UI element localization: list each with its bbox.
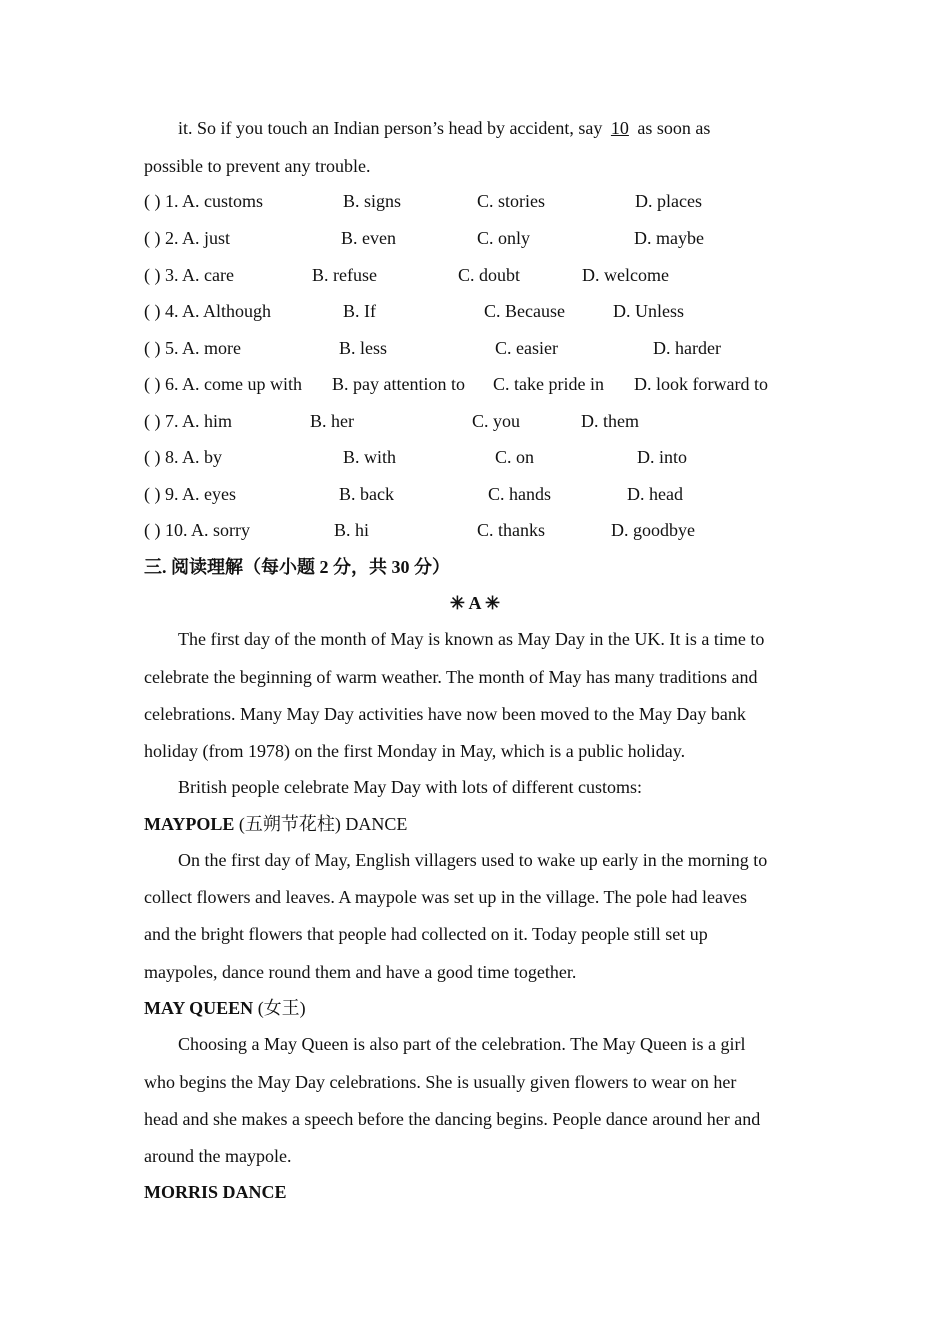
paragraph-4-line-2: who begins the May Day celebrations. She is usually given flowers to wear on her — [144, 1072, 737, 1092]
question-4-stem: ( ) 4. A. Although — [144, 301, 272, 321]
question-8-stem: ( ) 8. A. by — [144, 447, 222, 467]
paragraph-4-line-4: around the maypole. — [144, 1146, 292, 1166]
question-3-option-b: B. refuse — [312, 265, 377, 285]
question-5-option-d: D. harder — [653, 338, 721, 358]
question-7-option-d: D. them — [581, 411, 639, 431]
morris-dance-heading: MORRIS DANCE — [144, 1182, 287, 1202]
question-10-option-d: D. goodbye — [611, 520, 695, 540]
question-1-option-c: C. stories — [477, 191, 546, 211]
question-9-option-d: D. head — [627, 484, 683, 504]
question-1-option-b: B. signs — [343, 191, 402, 211]
question-7-option-c: C. you — [472, 411, 521, 431]
question-1-stem: ( ) 1. A. customs — [144, 191, 263, 211]
maypole-heading-rest: (五朔节花柱) DANCE — [234, 814, 408, 834]
question-5-option-c: C. easier — [495, 338, 558, 358]
paragraph-4-line-1: Choosing a May Queen is also part of the celebration. The May Queen is a girl — [178, 1034, 746, 1054]
question-10-option-b: B. hi — [334, 520, 370, 540]
question-7-option-b: B. her — [310, 411, 354, 431]
may-queen-heading-rest: (女王) — [253, 998, 306, 1018]
may-queen-heading-bold: MAY QUEEN — [144, 998, 254, 1018]
paragraph-4-line-3: head and she makes a speech before the dancing begins. People dance around her and — [144, 1109, 761, 1129]
question-8-option-c: C. on — [495, 447, 535, 467]
section-title: 三. 阅读理解（每小题 2 分，共 30 分） — [144, 557, 450, 577]
intro-line-1-post: as soon as — [632, 118, 711, 138]
paragraph-1-line-3: celebrations. Many May Day activities have now been moved to the May Day bank — [144, 704, 746, 724]
question-2-option-d: D. maybe — [634, 228, 704, 248]
question-8-option-d: D. into — [637, 447, 688, 467]
passage-label: ✳ A ✳ — [449, 593, 501, 613]
question-2-option-c: C. only — [477, 228, 531, 248]
question-4-option-d: D. Unless — [613, 301, 684, 321]
question-1-option-d: D. places — [635, 191, 702, 211]
paragraph-3-line-4: maypoles, dance round them and have a good time together. — [144, 962, 577, 982]
question-4-option-c: C. Because — [484, 301, 565, 321]
question-6-option-d: D. look forward to — [634, 374, 768, 394]
question-10-stem: ( ) 10. A. sorry — [144, 520, 250, 540]
blank-10: 10 — [610, 118, 629, 138]
paragraph-3-line-2: collect flowers and leaves. A maypole was set up in the village. The pole had leaves — [144, 887, 747, 907]
may-queen-heading — [144, 996, 306, 1020]
question-3-option-d: D. welcome — [582, 265, 669, 285]
paragraph-1-line-2: celebrate the beginning of warm weather. The month of May has many traditions and — [144, 667, 758, 687]
intro-line-2: possible to prevent any trouble. — [144, 156, 371, 176]
paragraph-1-line-1: The first day of the month of May is known as May Day in the UK. It is a time to — [178, 629, 765, 649]
question-3-option-c: C. doubt — [458, 265, 521, 285]
paragraph-3-line-3: and the bright flowers that people had collected on it. Today people still set up — [144, 924, 708, 944]
intro-line-1-pre: it. So if you touch an Indian person’s head by accident, say — [178, 118, 607, 138]
intro-line-1 — [178, 116, 710, 140]
question-10-option-c: C. thanks — [477, 520, 546, 540]
question-2-stem: ( ) 2. A. just — [144, 228, 231, 248]
maypole-heading-bold: MAYPOLE — [144, 814, 235, 834]
question-9-option-c: C. hands — [488, 484, 551, 504]
question-4-option-b: B. If — [343, 301, 376, 321]
question-6-stem: ( ) 6. A. come up with — [144, 374, 302, 394]
question-3-stem: ( ) 3. A. care — [144, 265, 234, 285]
paragraph-2: British people celebrate May Day with lots of different customs: — [178, 777, 643, 797]
maypole-heading — [144, 812, 407, 836]
question-5-option-b: B. less — [339, 338, 388, 358]
question-8-option-b: B. with — [343, 447, 397, 467]
question-9-stem: ( ) 9. A. eyes — [144, 484, 236, 504]
paragraph-3-line-1: On the first day of May, English villagers used to wake up early in the morning to — [178, 850, 768, 870]
paragraph-1-line-4: holiday (from 1978) on the first Monday in May, which is a public holiday. — [144, 741, 686, 761]
question-2-option-b: B. even — [341, 228, 396, 248]
question-5-stem: ( ) 5. A. more — [144, 338, 241, 358]
question-6-option-b: B. pay attention to — [332, 374, 465, 394]
question-6-option-c: C. take pride in — [493, 374, 604, 394]
question-9-option-b: B. back — [339, 484, 394, 504]
question-7-stem: ( ) 7. A. him — [144, 411, 232, 431]
